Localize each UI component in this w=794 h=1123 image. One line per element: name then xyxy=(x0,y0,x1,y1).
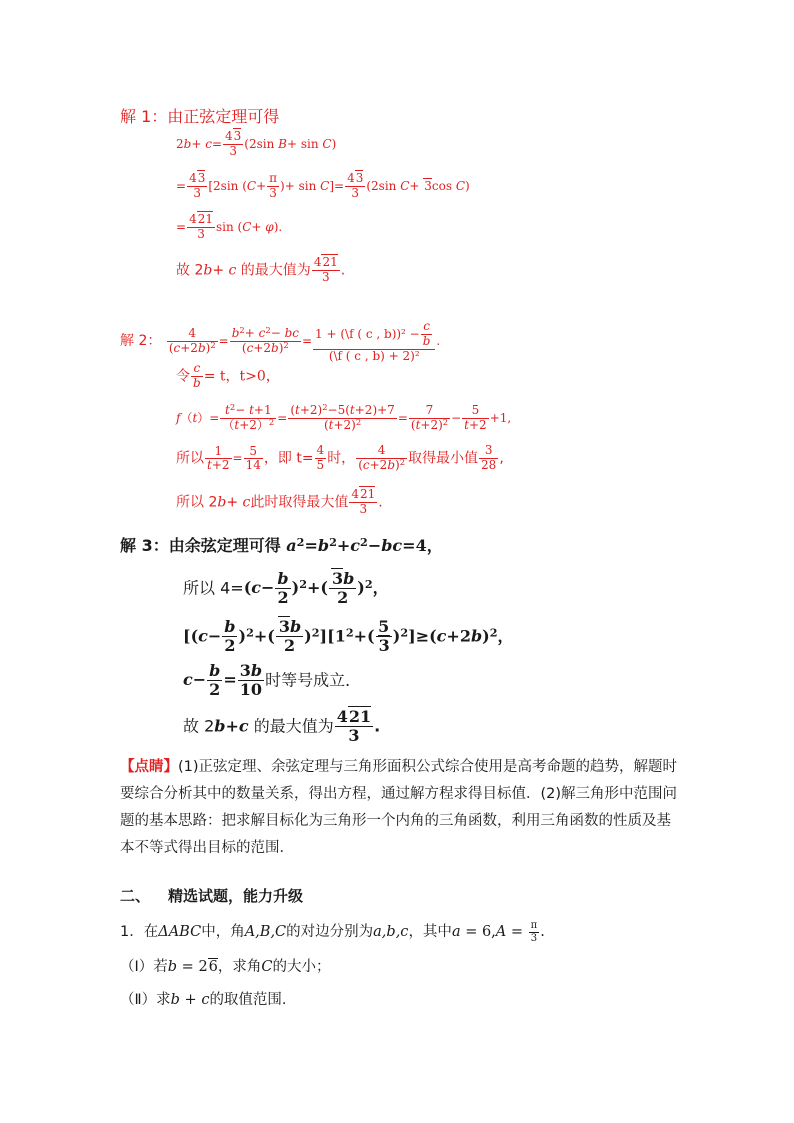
note-label: 【点睛】 xyxy=(120,759,178,775)
problem-1-part-2: （Ⅱ）求b + c的取值范围. xyxy=(120,992,287,1008)
note-paragraph xyxy=(120,754,680,862)
part1-end: 的大小； xyxy=(272,959,331,975)
intro-mid2: 的对边分别为 xyxy=(286,924,374,940)
solution-1-conclusion: 故 2b+ c 的最大值为 $\frac{421}{3}$ . xyxy=(176,255,346,284)
section-heading xyxy=(120,885,303,906)
section-number: 二、 xyxy=(120,887,151,905)
intro-mid1: 中，角 xyxy=(201,924,245,940)
intro-mid3: ，其中 xyxy=(408,924,452,940)
conclusion-text: 故 2 xyxy=(176,262,204,279)
solution-2-line-5: 所以 2b+ c此时取得最大值 $\frac{421}{3}$ . xyxy=(176,487,383,516)
solution-1-line-2: = $\frac{43}{3}$ [2sin (C+ $\frac{\pi}{3}$ )+ sin C]= $\frac{43}{3}$ (2sin C+ 3cos C) xyxy=(176,171,470,200)
solution-1-line-1: 2b+ c= $\frac{43}{3}$ (2sin B+ sin C) xyxy=(176,129,337,158)
line4-suffix: 的最大值为 xyxy=(253,716,334,736)
solution-3-line-2: [(c− $\frac{b}{2}$ )$^2$+( $\frac{3b}{2}$ )$^2][1^2+$( $\frac{5}{3}$ )$^2]\ge(c+2b)^2$， xyxy=(183,617,514,656)
so2-suffix: 此时取得最大值 xyxy=(250,494,349,511)
part2-prefix: （Ⅱ）求 xyxy=(120,992,171,1008)
part1-suffix: ，求角 xyxy=(217,959,262,975)
solution-2-line-2: 令 $\frac{c}{b}$ = t，t>0， xyxy=(176,361,280,390)
solution-3-line-1: 所以 4=(c− $\frac{b}{2}$ )$^2$+( $\frac{3b}{2}$ )$^2$， xyxy=(183,569,389,608)
line3-suffix: 时等号成立． xyxy=(265,670,362,690)
intro-prefix: 1．在 xyxy=(120,924,159,940)
garbled-numerator: 1 + (\f ( c , b))² − xyxy=(315,326,420,341)
section-title: 精选试题，能力升级 xyxy=(168,887,304,905)
part1-prefix: （Ⅰ）若 xyxy=(120,959,168,975)
let-suffix: = t，t>0， xyxy=(203,368,280,385)
part2-suffix: 的取值范围. xyxy=(209,992,287,1008)
solution-2-line-4: 所以 $\frac{1}{t+2}$ = $\frac{5}{14}$ ，即 t= $\frac{4}{5}$ 时， $\frac{4}{(c+2b)^2}$ 取得最小值 $\frac{3}{28}$ , xyxy=(176,443,504,473)
so2-mid: + xyxy=(226,494,243,511)
problem-1-intro: 1．在ΔABC中，角A,B,C的对边分别为a,b,c，其中a = 6,A = $\frac{\pi}{3}$ . xyxy=(120,920,545,944)
so-text: 所以 xyxy=(176,450,204,467)
let-text: 令 xyxy=(176,368,190,385)
line4-prefix: 故 2 xyxy=(183,716,215,736)
note-text: (1)正弦定理、余弦定理与三角形面积公式综合使用是高考命题的趋势，解题时要综合分析其中的数量关系，得出方程，通过解方程求得目标值．(2)解三角形中范围问题的基本思路：把求解目标化为三角形一个内角的三角函数，利用三角函数的性质及基本不等式得出目标的范围． xyxy=(120,759,678,856)
solution-1-line-3: = $\frac{421}{3}$ sin (C+ φ). xyxy=(176,212,283,241)
solution-3-line-3: c− $\frac{b}{2}$ = $\frac{3b}{10}$ 时等号成立． xyxy=(183,661,362,700)
solution-2-line-1: 解 2： $\frac{4}{(c+2b)^2}$ = $\frac{b^2+ c^2- bc}{(c+2b)^2}$ = 1 + (\f ( c , b))² − $\frac{c}{b}$ (\f ( c , b) + 2)² . xyxy=(120,319,441,363)
solution-3-heading-text: 解 3：由余弦定理可得 xyxy=(120,536,281,555)
solution-1-heading: 解 1：由正弦定理可得 xyxy=(120,107,280,126)
garbled-denominator: (\f ( c , b) + 2)² xyxy=(328,348,420,363)
so-min: 取得最小值 xyxy=(408,450,479,467)
solution-3-line-4: 故 2b+c 的最大值为 $\frac{421}{3}$ . xyxy=(183,707,381,746)
so-when: 时， xyxy=(327,450,356,467)
so-mid: ，即 t= xyxy=(263,450,314,467)
problem-1-part-1: （Ⅰ）若b = 26，求角C的大小； xyxy=(120,959,331,975)
so2-text: 所以 2 xyxy=(176,494,218,511)
line1-prefix: 所以 4= xyxy=(183,578,244,598)
conclusion-text-3: 的最大值为 xyxy=(236,262,311,279)
solution-3-heading: 解 3：由余弦定理可得 $a^2=b^2+c^2-bc=4$， xyxy=(120,534,443,555)
solution-2-label: 解 2： xyxy=(120,333,162,350)
solution-2-line-3: f（t）= $\frac{t^2- t+1}{(t+2)^2}$ = $\frac{(t+2)^2-5(t+2)+7}{(t+2)^2}$ = $\frac{7}{(t+2)^2}$ − $\frac{5}{t+2}$ +1, xyxy=(176,402,512,432)
conclusion-text-2: + xyxy=(212,262,229,279)
